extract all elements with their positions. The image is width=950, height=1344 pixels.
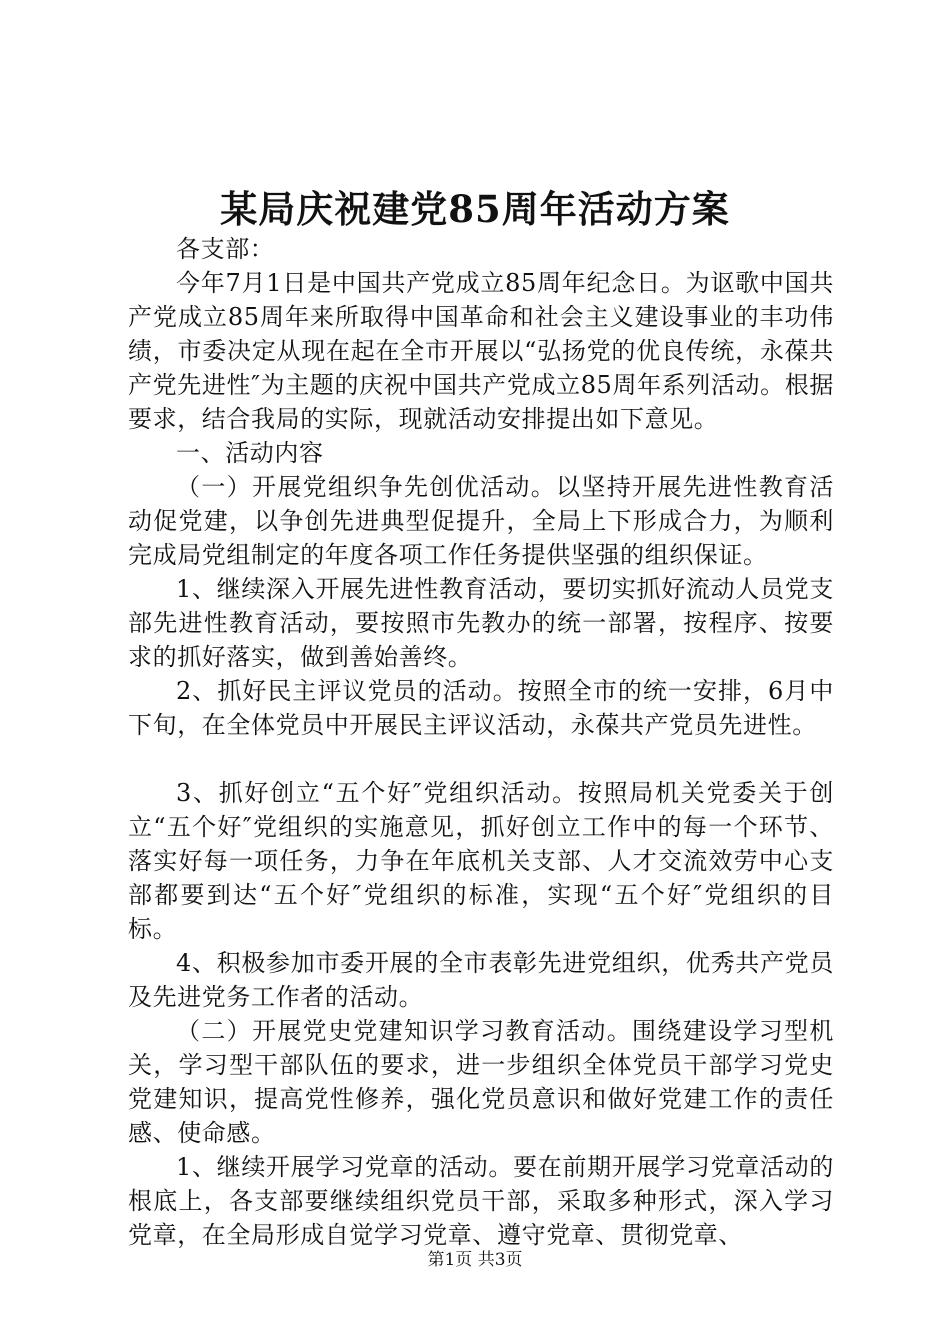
section-heading: 一、活动内容 [176, 439, 324, 467]
paragraph-intro: 今年7月1日是中国共产党成立85周年纪念日。为讴歌中国共产党成立85周年来所取得中国革命和社会主义建设事业的丰功伟绩，市委决定从现在起在全市开展以“弘扬党的优良传统，永葆共产党先进性″为主题的庆祝中国共产党成立85周年系列活动。根据要求，结合我局的实际，现就活动安排提出如下意见。 [128, 269, 834, 433]
paragraph-item-2: 2、抓好民主评议党员的活动。按照全市的统一安排，6月中下旬，在全体党员中开展民主评议活动，永葆共产党员先进性。 [128, 677, 834, 739]
document-body [128, 232, 834, 1252]
blank-line [128, 742, 834, 776]
paragraph-subsection-2: （二）开展党史党建知识学习教育活动。围绕建设学习型机关，学习型干部队伍的要求，进一步组织全体党员干部学习党史党建知识，提高党性修养，强化党员意识和做好党建工作的责任感、使命感。 [128, 1017, 834, 1147]
salutation: 各支部： [176, 235, 275, 263]
paragraph-item-1: 1、继续深入开展先进性教育活动，要切实抓好流动人员党支部先进性教育活动，要按照市先教办的统一部署，按程序、按要求的抓好落实，做到善始善终。 [128, 575, 834, 671]
paragraph-item-5: 1、继续开展学习党章的活动。要在前期开展学习党章活动的根底上，各支部要继续组织党员干部，采取多种形式，深入学习党章，在全局形成自觉学习党章、遵守党章、贯彻党章、 [128, 1153, 834, 1249]
page-footer: 第1页 共3页 [427, 1250, 523, 1270]
document-title: 某局庆祝建党85周年活动方案 [220, 187, 730, 231]
paragraph-item-4: 4、积极参加市委开展的全市表彰先进党组织，优秀共产党员及先进党务工作者的活动。 [128, 949, 834, 1011]
paragraph-item-3: 3、抓好创立“五个好″党组织活动。按照局机关党委关于创立“五个好″党组织的实施意见，抓好创立工作中的每一个环节、落实好每一项任务，力争在年底机关支部、人才交流效劳中心支部都要到达“五个好″党组织的标准，实现“五个好″党组织的目标。 [128, 779, 834, 943]
paragraph-subsection-1: （一）开展党组织争先创优活动。以坚持开展先进性教育活动促党建，以争创先进典型促提升，全局上下形成合力，为顺利完成局党组制定的年度各项工作任务提供坚强的组织保证。 [128, 473, 834, 569]
